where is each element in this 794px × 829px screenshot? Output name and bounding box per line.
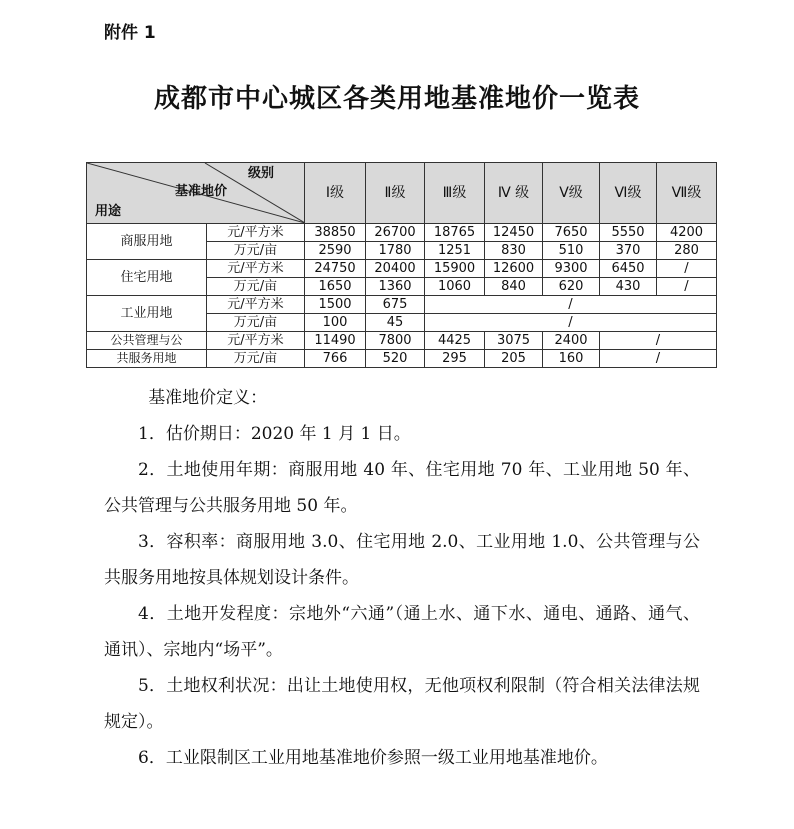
value-cell: 1500 bbox=[305, 296, 366, 314]
value-cell: 12600 bbox=[485, 260, 543, 278]
value-cell: 430 bbox=[600, 278, 657, 296]
table-header-row bbox=[87, 163, 717, 224]
value-cell: 11490 bbox=[305, 332, 366, 350]
slash-cell: / bbox=[425, 314, 717, 332]
definition-item-6: 6．工业限制区工业用地基准地价参照一级工业用地基准地价。 bbox=[138, 748, 608, 768]
level-header-1: Ⅰ级 bbox=[305, 163, 366, 224]
diagonal-header-cell bbox=[87, 163, 305, 224]
use-industrial: 工业用地 bbox=[87, 296, 207, 332]
definition-item-2: 2．土地使用年期：商服用地 40 年、住宅用地 70 年、工业用地 50 年、公共管理与公共服务用地 50 年。 bbox=[104, 460, 700, 516]
value-cell: 7800 bbox=[366, 332, 425, 350]
value-cell: 830 bbox=[485, 242, 543, 260]
value-cell: 4200 bbox=[657, 224, 717, 242]
table-row bbox=[87, 332, 717, 350]
level-header-5: Ⅴ级 bbox=[543, 163, 600, 224]
slash-cell: / bbox=[425, 296, 717, 314]
value-cell: 6450 bbox=[600, 260, 657, 278]
value-cell: 26700 bbox=[366, 224, 425, 242]
value-cell: 20400 bbox=[366, 260, 425, 278]
definition-item-3: 3．容积率：商服用地 3.0、住宅用地 2.0、工业用地 1.0、公共管理与公共服务用地按具体规划设计条件。 bbox=[104, 532, 700, 588]
value-cell: 12450 bbox=[485, 224, 543, 242]
table-row bbox=[87, 224, 717, 242]
value-cell: 160 bbox=[543, 350, 600, 368]
value-cell: 1650 bbox=[305, 278, 366, 296]
use-residential: 住宅用地 bbox=[87, 260, 207, 296]
land-price-table bbox=[86, 162, 717, 368]
value-cell: 2590 bbox=[305, 242, 366, 260]
unit-cell: 元/平方米 bbox=[207, 332, 305, 350]
level-header-4: Ⅳ 级 bbox=[485, 163, 543, 224]
unit-cell: 万元/亩 bbox=[207, 314, 305, 332]
value-cell: 370 bbox=[600, 242, 657, 260]
value-cell: 1060 bbox=[425, 278, 485, 296]
value-cell: 1360 bbox=[366, 278, 425, 296]
value-cell: 18765 bbox=[425, 224, 485, 242]
value-cell: 45 bbox=[366, 314, 425, 332]
definitions-heading: 基准地价定义： bbox=[148, 388, 268, 408]
value-cell: 840 bbox=[485, 278, 543, 296]
value-cell: 280 bbox=[657, 242, 717, 260]
unit-cell: 元/平方米 bbox=[207, 296, 305, 314]
value-cell: 675 bbox=[366, 296, 425, 314]
table-row bbox=[87, 350, 717, 368]
value-cell: 295 bbox=[425, 350, 485, 368]
unit-cell: 万元/亩 bbox=[207, 278, 305, 296]
use-commercial: 商服用地 bbox=[87, 224, 207, 260]
unit-cell: 元/平方米 bbox=[207, 224, 305, 242]
value-cell: 2400 bbox=[543, 332, 600, 350]
value-cell: 4425 bbox=[425, 332, 485, 350]
value-cell: 520 bbox=[366, 350, 425, 368]
value-cell: 38850 bbox=[305, 224, 366, 242]
value-cell: 100 bbox=[305, 314, 366, 332]
level-header-3: Ⅲ级 bbox=[425, 163, 485, 224]
value-cell: 9300 bbox=[543, 260, 600, 278]
page-title: 成都市中心城区各类用地基准地价一览表 bbox=[153, 84, 640, 114]
level-header-7: Ⅶ级 bbox=[657, 163, 717, 224]
value-cell: 1251 bbox=[425, 242, 485, 260]
header-price-label: 基准地价 bbox=[175, 184, 228, 199]
value-cell: 3075 bbox=[485, 332, 543, 350]
use-public-line1: 公共管理与公 bbox=[87, 332, 207, 350]
definition-item-5: 5．土地权利状况：出让土地使用权，无他项权利限制（符合相关法律法规规定）。 bbox=[104, 676, 700, 732]
table-row bbox=[87, 260, 717, 278]
value-cell: 5550 bbox=[600, 224, 657, 242]
table-row bbox=[87, 296, 717, 314]
slash-cell: / bbox=[657, 278, 717, 296]
use-public-line2: 共服务用地 bbox=[87, 350, 207, 368]
level-header-2: Ⅱ级 bbox=[366, 163, 425, 224]
value-cell: 205 bbox=[485, 350, 543, 368]
value-cell: 1780 bbox=[366, 242, 425, 260]
attachment-label: 附件 1 bbox=[104, 23, 156, 43]
header-use-label: 用途 bbox=[95, 204, 122, 219]
definition-item-1: 1．估价期日：2020 年 1 月 1 日。 bbox=[138, 424, 411, 444]
value-cell: 620 bbox=[543, 278, 600, 296]
header-level-label: 级别 bbox=[247, 166, 274, 181]
unit-cell: 万元/亩 bbox=[207, 350, 305, 368]
value-cell: 766 bbox=[305, 350, 366, 368]
slash-cell: / bbox=[600, 350, 717, 368]
slash-cell: / bbox=[657, 260, 717, 278]
value-cell: 510 bbox=[543, 242, 600, 260]
definition-item-4: 4．土地开发程度：宗地外“六通”（通上水、通下水、通电、通路、通气、通讯）、宗地内“场平”。 bbox=[104, 604, 700, 660]
unit-cell: 万元/亩 bbox=[207, 242, 305, 260]
definitions-section bbox=[104, 380, 700, 776]
value-cell: 7650 bbox=[543, 224, 600, 242]
value-cell: 24750 bbox=[305, 260, 366, 278]
slash-cell: / bbox=[600, 332, 717, 350]
value-cell: 15900 bbox=[425, 260, 485, 278]
unit-cell: 元/平方米 bbox=[207, 260, 305, 278]
level-header-6: Ⅵ级 bbox=[600, 163, 657, 224]
